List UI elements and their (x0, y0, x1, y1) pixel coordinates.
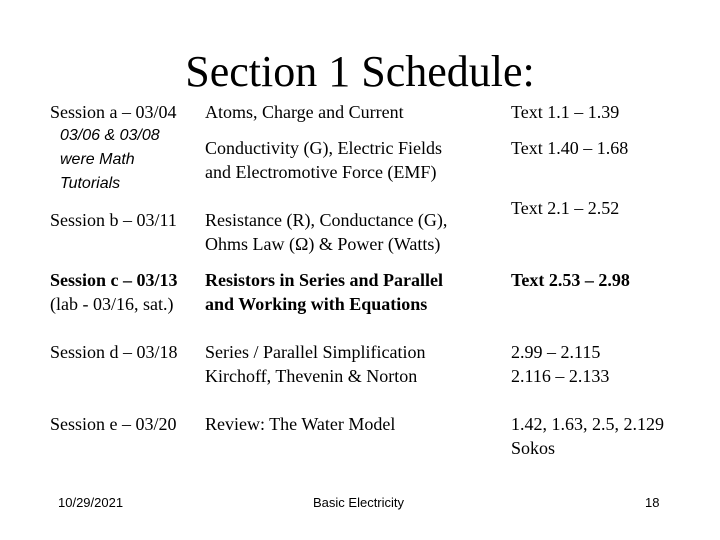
session-topic: Resistors in Series and Parallel (205, 270, 443, 290)
session-topic: Atoms, Charge and Current (205, 102, 404, 122)
session-note-line: were Math (60, 151, 135, 168)
session-reading: 1.42, 1.63, 2.5, 2.129 (511, 414, 664, 434)
session-topic: Series / Parallel Simplification (205, 342, 426, 362)
session-topic: and Working with Equations (205, 294, 428, 314)
session-reading: Sokos (511, 438, 556, 458)
session-label: Session b – 03/11 (50, 210, 177, 230)
footer-title: Basic Electricity (313, 495, 405, 510)
session-topic: Resistance (R), Conductance (G), (205, 210, 448, 230)
session-topic: Review: The Water Model (205, 414, 396, 434)
session-label: Session e – 03/20 (50, 414, 177, 434)
footer-page-number: 18 (645, 495, 660, 510)
session-topic: Conductivity (G), Electric Fields (205, 138, 442, 158)
session-reading: Text 2.53 – 2.98 (511, 270, 630, 290)
session-label: Session d – 03/18 (50, 342, 178, 362)
footer-date: 10/29/2021 (58, 495, 124, 510)
session-topic: Kirchoff, Thevenin & Norton (205, 366, 418, 386)
session-label: Session c – 03/13 (50, 270, 178, 290)
session-note-line: Tutorials (60, 175, 121, 192)
session-reading: 2.99 – 2.115 (511, 342, 601, 362)
session-label: Session a – 03/04 (50, 102, 177, 122)
slide-title: Section 1 Schedule: (185, 47, 535, 96)
session-reading: 2.116 – 2.133 (511, 366, 610, 386)
session-reading: Text 1.1 – 1.39 (511, 102, 620, 122)
session-topic: Ohms Law (Ω) & Power (Watts) (205, 234, 441, 254)
session-reading: Text 1.40 – 1.68 (511, 138, 629, 158)
session-topic: and Electromotive Force (EMF) (205, 162, 437, 182)
session-reading: Text 2.1 – 2.52 (511, 198, 620, 218)
session-note-line: 03/06 & 03/08 (60, 127, 160, 144)
session-sub-label: (lab - 03/16, sat.) (50, 294, 174, 314)
